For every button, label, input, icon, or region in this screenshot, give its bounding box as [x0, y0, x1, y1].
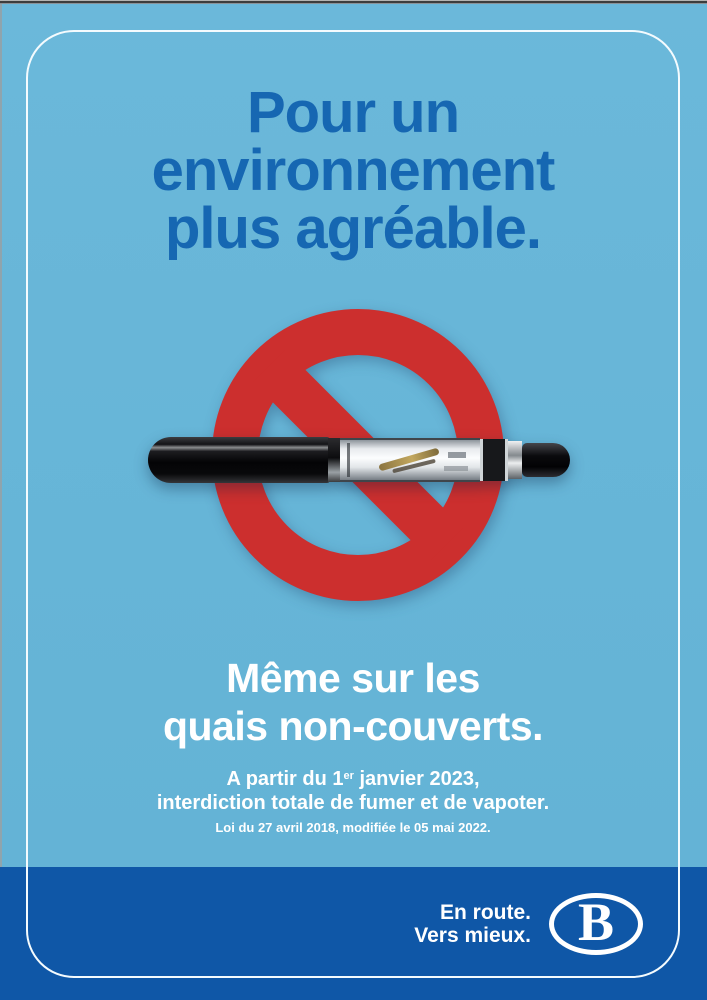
- scan-edge-top: [0, 0, 707, 4]
- tagline-line-2: Vers mieux.: [414, 924, 531, 947]
- scan-edge-left: [0, 4, 2, 867]
- ecig-chrome-ring: [508, 441, 522, 479]
- ecig-connector: [328, 438, 340, 482]
- announcement-line-2: interdiction totale de fumer et de vapoter.: [156, 792, 550, 814]
- subtitle-line-2: quais non-couverts.: [162, 703, 544, 749]
- law-reference-note: Loi du 27 avril 2018, modifiée le 05 mai 2022.: [215, 820, 491, 835]
- poster-subtitle: [26, 654, 680, 750]
- announcement-date-prefix: A partir du 1: [226, 768, 344, 790]
- title-line-3: plus agréable.: [164, 196, 542, 261]
- title-line-1: Pour un: [246, 80, 460, 145]
- sncb-logo-letter: B: [577, 892, 615, 952]
- title-line-2: environnement: [151, 138, 555, 203]
- sncb-logo-icon: [549, 893, 643, 955]
- ecig-black-band: [480, 439, 508, 481]
- announcement-text: [26, 764, 680, 815]
- announcement-ordinal-superscript: er: [343, 770, 354, 782]
- sncb-tagline: [414, 901, 531, 947]
- ecig-clearomizer-tank: [340, 438, 480, 482]
- tank-glass-line: [347, 443, 350, 477]
- tagline-line-1: En route.: [439, 901, 531, 924]
- ecig-battery: [148, 437, 330, 483]
- announcement-date-suffix: janvier 2023,: [353, 768, 480, 790]
- e-cigarette-image: [148, 436, 570, 484]
- poster-title: [26, 80, 680, 261]
- ecig-mouthpiece: [522, 443, 570, 477]
- subtitle-line-1: Même sur les: [226, 655, 480, 701]
- tank-level-mark: [444, 466, 468, 471]
- tank-level-mark: [448, 452, 466, 458]
- announcement-line-1: [26, 764, 680, 791]
